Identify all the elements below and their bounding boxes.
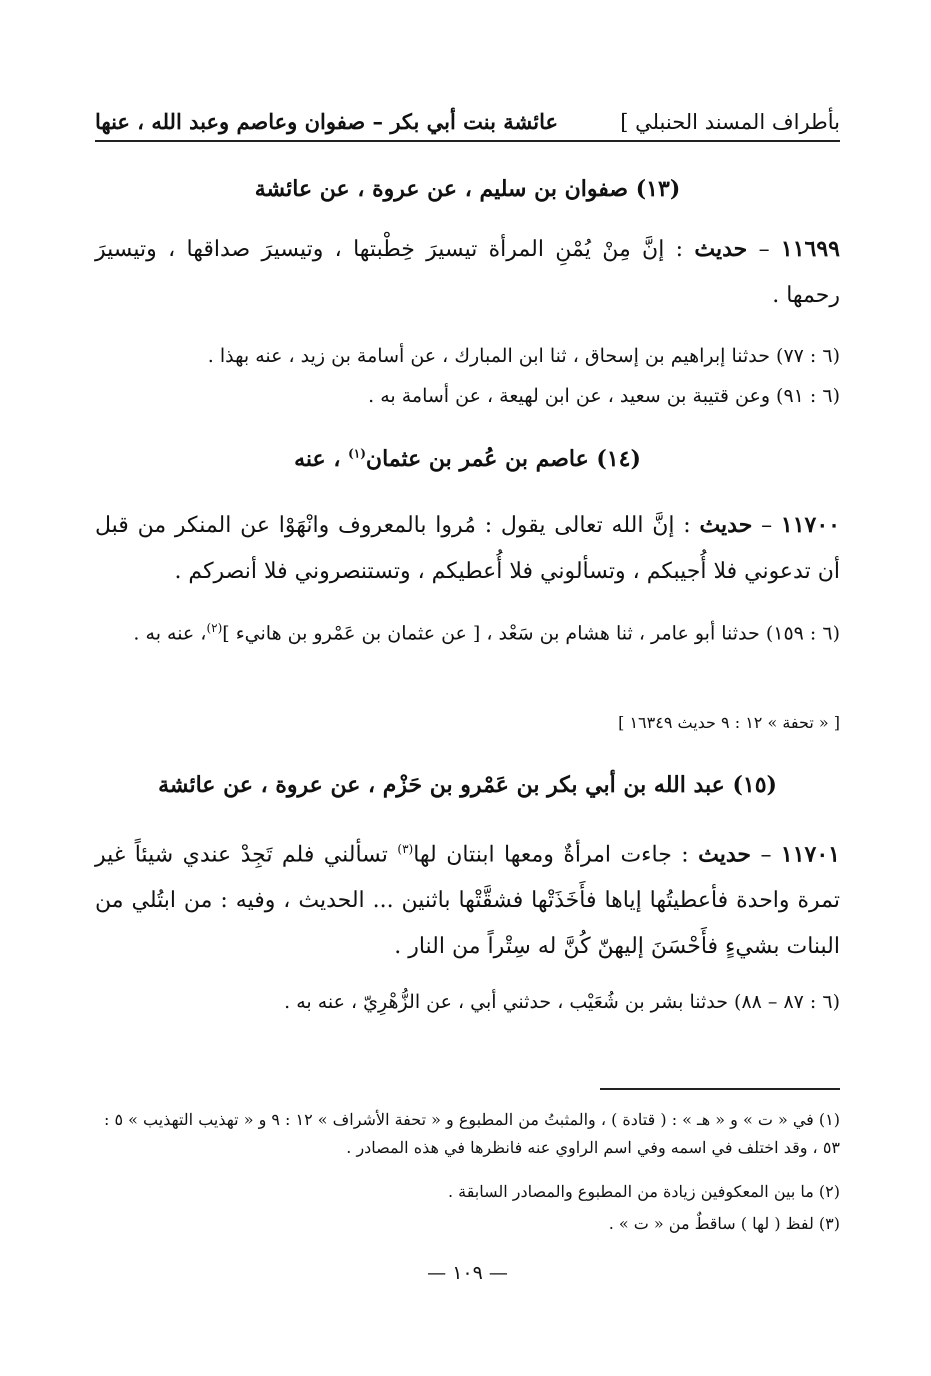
header-chapter-title: عائشة بنت أبي بكر – صفوان وعاصم وعبد الله ، عنها [95,109,559,134]
footnote-marker: (٢) [206,621,223,635]
section-heading-tail: ، عنه [294,446,349,472]
hadith-label: حديث [694,236,748,262]
section-heading-14 [95,446,840,472]
footnote-3: (٣) لفظ ( لها ) ساقطٌ من « ت » . [608,1214,840,1233]
footnote-divider [600,1088,840,1090]
section-heading-15: (١٥) عبد الله بن أبي بكر بن عَمْرو بن حَزْم ، عن عروة ، عن عائشة [158,772,777,798]
hadith-source-tail: ، عنه به . [133,622,207,645]
hadith-source-text: (٦ : ١٥٩) حدثنا أبو عامر ، ثنا هشام بن سَعْد ، [ عن عثمان بن عَمْرو بن هانيء ] [222,622,840,645]
header-book-title: بأطراف المسند الحنبلي ] [620,110,840,134]
page-number: — ١٠٩ — [427,1262,508,1284]
hadith-text: : إنَّ الله تعالى يقول : مُروا بالمعروف وانْهَوْا عن المنكر من قبل أن تدعوني فلا أُجيبكم ، وتسألوني فلا أُعطيكم ، وتستنصروني فلا أنصركم . [95,513,840,584]
book-page [95,0,840,1376]
hadith-label: حديث [699,512,753,538]
hadith-11699: ١١٦٩٩ – حديث : إنَّ مِنْ يُمْنِ المرأة تيسيرَ خِطْبتها ، وتيسيرَ صداقها ، وتيسيرَ رحمها . [95,236,840,308]
footnote-marker: (١) [348,446,366,461]
hadith-source: (٦ : ٨٧ – ٨٨) حدثنا بشر بن شُعَيْب ، حدثني أبي ، عن الزُّهْرِيّ ، عنه به . [284,991,840,1013]
hadith-number: ١١٧٠١ [780,841,840,868]
hadith-11701: ١١٧٠١ – حديث : جاءت امرأةٌ ومعها ابنتان لها$^{(٣)}$ تسألني فلم تَجِدْ عندي شيئاً غير تمرة واحدة فأعطيتُها إياها فأَخَذَتْها فشقَّتْها باثنين ... الحديث ، وفيه : من ابتُلي من البنات بشيءٍ فأَحْسَنَ إليهنّ كُنَّ له سِتْراً من النار . [95,841,840,960]
hadith-11700: ١١٧٠٠ – حديث : إنَّ الله تعالى يقول : مُروا بالمعروف وانْهَوْا عن المنكر من قبل أن تدعوني فلا أُجيبكم ، وتسألوني فلا أُعطيكم ، وتستنصروني فلا أنصركم . [95,512,840,584]
footnote-marker: (٣) [397,842,414,856]
hadith-text: : جاءت امرأةٌ ومعها ابنتان لها [413,842,699,868]
hadith-text: : إنَّ مِنْ يُمْنِ المرأة تيسيرَ خِطْبتها ، وتيسيرَ صداقها ، وتيسيرَ رحمها . [95,237,840,308]
hadith-source [95,608,840,653]
hadith-number: ١١٦٩٩ [780,236,840,262]
hadith-number: ١١٧٠٠ [780,512,840,538]
hadith-text-tail: تسألني فلم تَجِدْ عندي شيئاً غير تمرة واحدة فأعطيتُها إياها فأَخَذَتْها فشقَّتْها باثنين ... الحديث ، وفيه : من ابتُلي من البنات بشيءٍ فأَحْسَنَ إليهنّ كُنَّ له سِتْراً من النار . [95,842,840,960]
hadith-source: (٦ : ٩١) وعن قتيبة بن سعيد ، عن ابن لهيعة ، عن أسامة به . [368,385,840,407]
footnote-2: (٢) ما بين المعكوفين زيادة من المطبوع والمصادر السابقة . [447,1182,840,1201]
section-heading-13: (١٣) صفوان بن سليم ، عن عروة ، عن عائشة [254,176,681,202]
hadith-label: حديث [698,841,751,868]
section-heading-text: (١٤) عاصم بن عُمر بن عثمان [365,446,641,472]
running-header [95,104,840,142]
hadith-source: (٦ : ٧٧) حدثنا إبراهيم بن إسحاق ، ثنا ابن المبارك ، عن أسامة بن زيد ، عنه بهذا . [207,345,840,367]
tuhfa-reference: [ « تحفة » ١٢ : ٩ حديث ١٦٣٤٩ ] [618,713,840,732]
footnote-1: (١) في « ت » و « هـ » : ( قتادة ) ، والمثبتُ من المطبوع و « تحفة الأشراف » ١٢ : ٩ و « تهذيب التهذيب » ٥ : ٥٣ ، وقد اختلف في اسمه وفي اسم الراوي عنه فانظرها في هذه المصادر . [104,1110,840,1157]
